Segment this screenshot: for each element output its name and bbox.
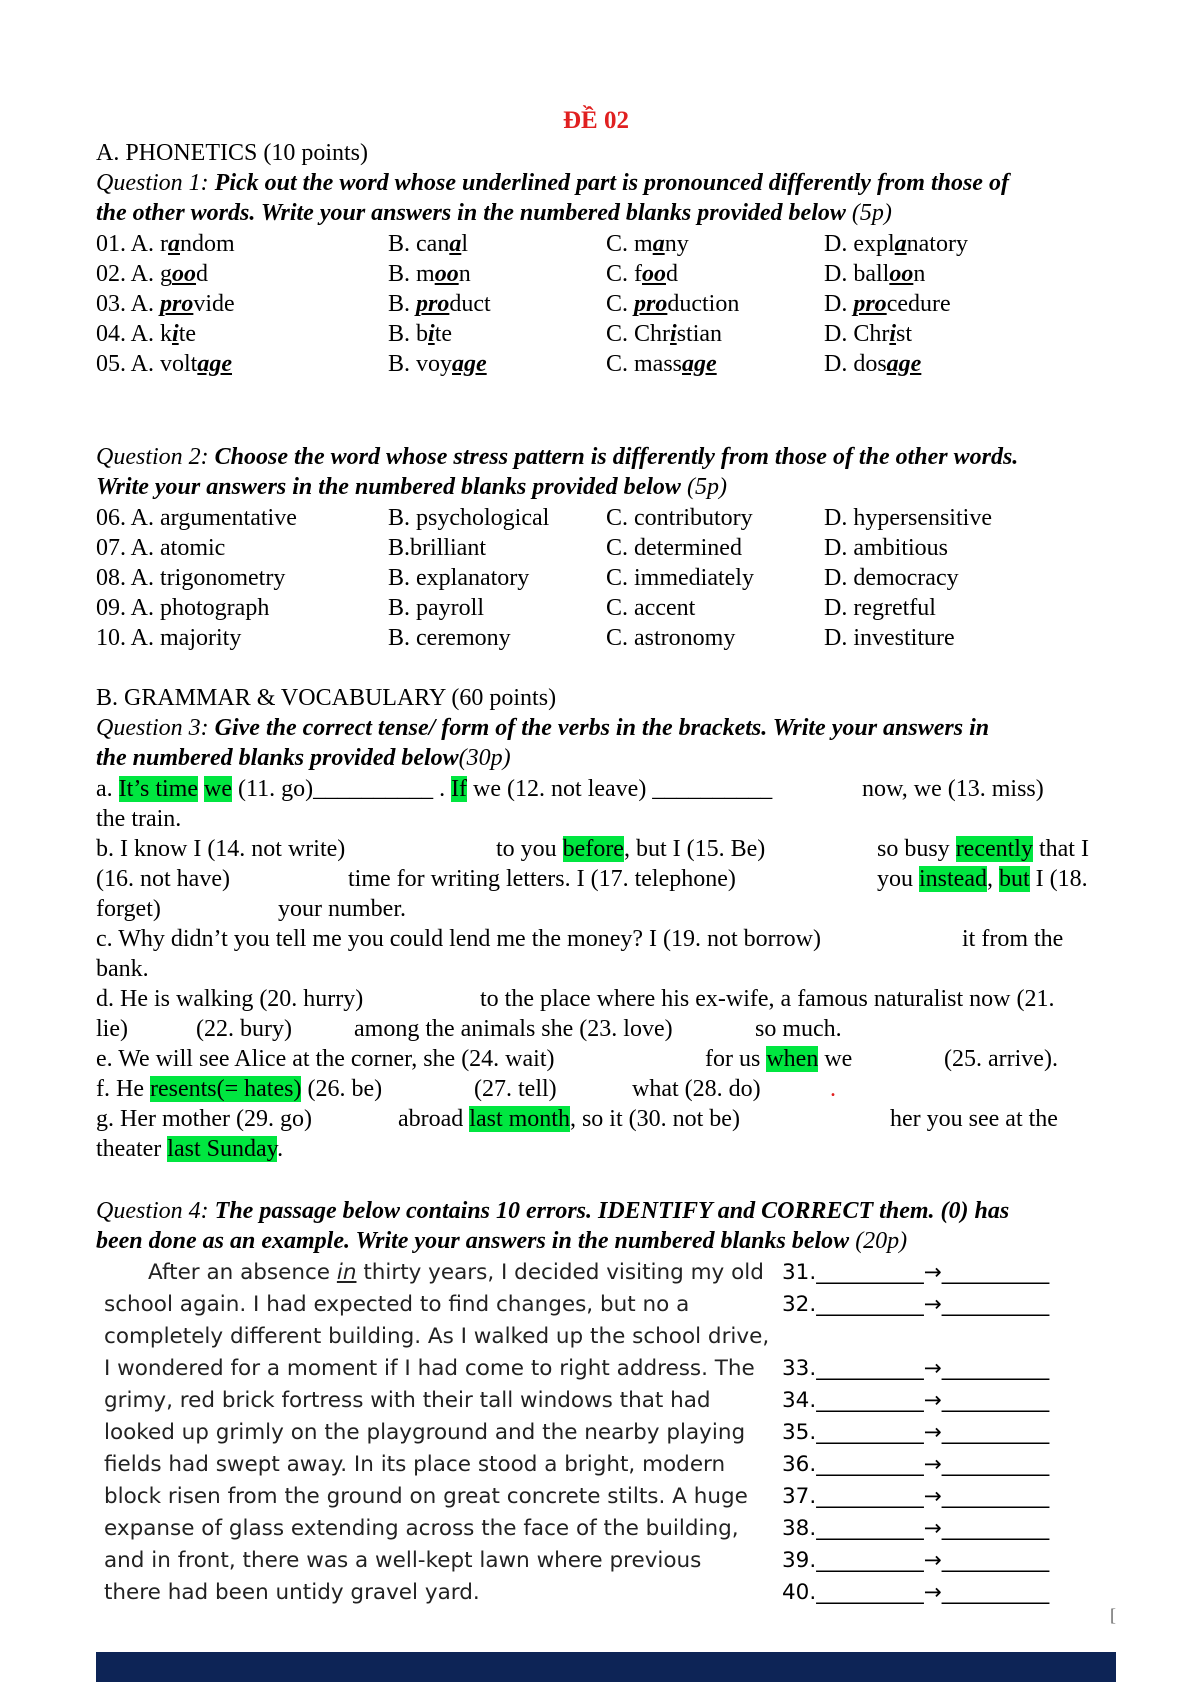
q2-option: D. investiture: [824, 625, 955, 651]
q3-b-text: to you: [496, 836, 563, 862]
q4-instruction-line1: [96, 1196, 1009, 1226]
passage-line: [104, 1385, 711, 1417]
q3-b-text: (16. not have): [96, 866, 230, 892]
q3-f-text: [96, 1074, 382, 1104]
q1-option: [388, 349, 487, 379]
option-text: D.: [824, 291, 854, 317]
q3-g-mid: [398, 1104, 740, 1134]
option-text: l: [461, 231, 468, 257]
q2-instruction-line2: [96, 472, 727, 502]
underlined-part: pro: [416, 291, 450, 317]
underlined-part: i: [172, 321, 179, 347]
option-text: D. dos: [824, 351, 887, 377]
option-text: stian: [676, 321, 723, 347]
q2-option: D. hypersensitive: [824, 505, 992, 531]
q3-b-text: you: [877, 866, 919, 892]
passage-line: [104, 1577, 660, 1609]
option-text: 03. A.: [96, 291, 161, 317]
passage-line: [104, 1353, 755, 1385]
q2-option: 09. A. photograph: [96, 595, 270, 621]
answer-blank: 35.__________→__________: [782, 1420, 1050, 1445]
option-text: d: [666, 261, 678, 287]
highlight: before: [562, 836, 624, 862]
answer-blank: 39.__________→__________: [782, 1548, 1050, 1573]
option-text: ndom: [180, 231, 235, 257]
answer-blank: 31.__________→__________: [782, 1260, 1050, 1285]
q4-instruction-line2: [96, 1226, 907, 1256]
q3-f-mark: .: [830, 1076, 836, 1102]
q1-text2: the other words. Write your answers in the numbered blanks provided below: [96, 200, 846, 226]
q3-g-text: g. Her mother (29. go): [96, 1106, 312, 1132]
option-text: C. f: [606, 261, 642, 287]
highlight: recently: [955, 836, 1033, 862]
q3-instruction-line2: [96, 743, 511, 773]
q2-option: 07. A. atomic: [96, 535, 226, 561]
q1-option: [388, 229, 468, 259]
option-text: D. expl: [824, 231, 895, 257]
answer-blank: 36.__________→__________: [782, 1452, 1050, 1477]
q4-label: Question 4:: [96, 1198, 209, 1224]
underlined-part: pro: [853, 291, 887, 317]
highlight: we: [203, 776, 232, 802]
q3-g-text: , so it (30. not be): [569, 1106, 740, 1132]
q2-option: B.brilliant: [388, 535, 486, 561]
underlined-part: pro: [634, 291, 668, 317]
option-text: B. m: [388, 261, 435, 287]
q3-b-text: I (18.: [1029, 866, 1088, 892]
answer-blank: 37.__________→__________: [782, 1484, 1050, 1509]
q3-f-text: (27. tell): [474, 1076, 557, 1102]
q2-option: 10. A. majority: [96, 625, 242, 651]
q3-item-a: [96, 774, 772, 804]
q3-a-text: a.: [96, 776, 119, 802]
q3-g-cont: [96, 1134, 283, 1164]
passage-text: looked up grimly on the playground and the nearby playing: [104, 1420, 746, 1445]
q2-instruction-line1: [96, 442, 1018, 472]
option-text: d: [196, 261, 209, 287]
q3-b-text: your number.: [278, 896, 406, 922]
underlined-part: i: [670, 321, 677, 347]
passage-line: [104, 1417, 746, 1449]
q3-f-text: (26. be): [301, 1076, 383, 1102]
q1-option: [606, 259, 678, 289]
passage-line: [104, 1321, 770, 1353]
option-text: C. m: [606, 231, 653, 257]
q1-option: [606, 229, 689, 259]
underlined-part: a: [449, 231, 462, 257]
section-b-heading: B. GRAMMAR & VOCABULARY (60 points): [96, 685, 557, 711]
underlined-part: i: [889, 321, 897, 347]
q3-text1: Give the correct tense/ form of the verbs in the brackets. Write your answers in: [214, 715, 990, 741]
q3-g-text: .: [277, 1136, 284, 1162]
option-text: D. ball: [824, 261, 890, 287]
q2-option: B. psychological: [388, 505, 550, 531]
option-text: ny: [664, 231, 689, 257]
q2-option: C. accent: [606, 595, 696, 621]
q3-e-mid: [705, 1044, 852, 1074]
q1-points: (5p): [851, 200, 892, 226]
underlined-part: oo: [889, 261, 914, 287]
q3-c-end: it from the: [962, 926, 1064, 952]
passage-line: [104, 1545, 702, 1577]
q3-d-text: (22. bury): [196, 1016, 292, 1042]
q3-d-text: d. He is walking (20. hurry): [96, 986, 364, 1012]
q1-option: [606, 319, 722, 349]
passage-text: expanse of glass extending across the face of the building,: [104, 1516, 739, 1541]
option-text: C. mass: [606, 351, 683, 377]
underlined-part: a: [652, 231, 665, 257]
q3-b-text: b. I know I (14. not write): [96, 836, 346, 862]
highlight: instead: [919, 866, 987, 892]
q4-text2: been done as an example. Write your answers in the numbered blanks below: [96, 1228, 850, 1254]
q1-option: [388, 289, 491, 319]
q3-instruction-line1: [96, 713, 989, 743]
underlined-part: oo: [434, 261, 459, 287]
answer-blank: 40.__________→__________: [782, 1580, 1050, 1605]
option-text: B. can: [388, 231, 450, 257]
q2-option: 08. A. trigonometry: [96, 565, 286, 591]
passage-line: [104, 1513, 739, 1545]
option-text: te: [178, 321, 197, 347]
option-text: 01. A. r: [96, 231, 168, 257]
q3-b-end: [877, 834, 1089, 864]
answer-blank: 34.__________→__________: [782, 1388, 1050, 1413]
q3-label: Question 3:: [96, 715, 209, 741]
answer-blank: 33.__________→__________: [782, 1356, 1050, 1381]
q3-g-text: theater: [96, 1136, 168, 1162]
q1-option: [824, 259, 925, 289]
underlined-part: a: [894, 231, 907, 257]
option-text: n: [913, 261, 926, 287]
q2-option: B. explanatory: [388, 565, 530, 591]
q3-f-text: what (28. do): [632, 1076, 761, 1102]
q3-g-text: abroad: [398, 1106, 470, 1132]
q3-c-cont: bank.: [96, 956, 149, 982]
passage-line: [104, 1449, 726, 1481]
q3-e-text: (25. arrive).: [944, 1046, 1058, 1072]
q1-option: [96, 319, 196, 349]
q1-option: [824, 289, 951, 319]
q2-option: 06. A. argumentative: [96, 505, 297, 531]
option-text: st: [896, 321, 913, 347]
passage-text: fields had swept away. In its place stood a bright, modern: [104, 1452, 726, 1477]
q3-b-text: time for writing letters. I (17. telephone): [348, 866, 736, 892]
answer-blank: 38.__________→__________: [782, 1516, 1050, 1541]
q1-option: [824, 229, 968, 259]
q3-a-end: now, we (13. miss): [862, 776, 1044, 802]
passage-text: grimy, red brick fortress with their tall windows that had: [104, 1388, 711, 1413]
passage-line: [104, 1289, 690, 1321]
q3-f-text: f. He: [96, 1076, 150, 1102]
q1-option: [96, 349, 232, 379]
passage-underlined: in: [336, 1260, 357, 1285]
q3-e-text: for us: [705, 1046, 767, 1072]
q3-c-text: c. Why didn’t you tell me you could lend me the money? I (19. not borrow): [96, 926, 821, 952]
option-text: 04. A. k: [96, 321, 173, 347]
q3-b-mid: [496, 834, 765, 864]
q3-b-text: ,: [986, 866, 999, 892]
q3-text2: the numbered blanks provided below: [96, 745, 459, 771]
q1-option: [96, 289, 235, 319]
q3-points: (30p): [458, 745, 511, 771]
option-text: B. voy: [388, 351, 453, 377]
highlight: resents(= hates): [149, 1076, 302, 1102]
option-text: n: [458, 261, 471, 287]
highlight: It’s time: [118, 776, 198, 802]
option-text: duct: [449, 291, 491, 317]
underlined-part: oo: [642, 261, 666, 287]
q2-points: (5p): [686, 474, 727, 500]
underlined-part: age: [682, 351, 717, 377]
underlined-part: age: [886, 351, 922, 377]
q1-label: Question 1:: [96, 170, 209, 196]
underlined-part: pro: [160, 291, 194, 317]
section-a-heading: A. PHONETICS (10 points): [96, 140, 369, 166]
passage-text: block risen from the ground on great concrete stilts. A huge: [104, 1484, 748, 1509]
highlight: but: [998, 866, 1030, 892]
underlined-part: a: [168, 231, 180, 257]
q1-instruction-line2: [96, 198, 892, 228]
option-text: B.: [388, 291, 417, 317]
highlight: If: [451, 776, 468, 802]
underlined-part: age: [197, 351, 232, 377]
passage-text: I wondered for a moment if I had come to right address. The: [104, 1356, 755, 1381]
q3-d-text: so much.: [755, 1016, 842, 1042]
q1-option: [824, 319, 912, 349]
q2-option: C. contributory: [606, 505, 753, 531]
page-title: ĐỀ 02: [563, 107, 629, 134]
q2-text2: Write your answers in the numbered blanks provided below: [96, 474, 681, 500]
highlight: last Sunday: [167, 1136, 278, 1162]
underlined-part: age: [452, 351, 487, 377]
q2-label: Question 2:: [96, 444, 209, 470]
q3-d-text: among the animals she (23. love): [354, 1016, 673, 1042]
margin-mark: [: [1110, 1605, 1116, 1625]
q2-option: D. ambitious: [824, 535, 948, 561]
q3-g-text: her you see at the: [890, 1106, 1058, 1132]
q3-b-text: that I: [1032, 836, 1089, 862]
q1-option: [388, 319, 452, 349]
q3-e-text: we: [818, 1046, 853, 1072]
q2-option: D. regretful: [824, 595, 936, 621]
option-text: D. Chr: [824, 321, 890, 347]
q1-option: [606, 349, 717, 379]
option-text: te: [434, 321, 453, 347]
option-text: natory: [906, 231, 968, 257]
underlined-part: oo: [172, 261, 197, 287]
q1-option: [96, 229, 235, 259]
underlined-part: i: [428, 321, 435, 347]
q3-b-end2: [877, 864, 1088, 894]
passage-text: and in front, there was a well-kept lawn where previous: [104, 1548, 702, 1573]
footer-bar: [96, 1652, 1116, 1682]
q3-a-text: (11. go)__________ .: [231, 776, 452, 802]
option-text: cedure: [886, 291, 951, 317]
q2-option: C. astronomy: [606, 625, 736, 651]
q1-instruction-line1: [96, 168, 1009, 198]
passage-text: thirty years, I decided visiting my old: [356, 1260, 764, 1285]
passage-text: After an absence: [148, 1260, 337, 1285]
passage-line: [148, 1257, 764, 1289]
q1-text1: Pick out the word whose underlined part is pronounced differently from those of: [214, 170, 1009, 196]
q3-d-text: to the place where his ex-wife, a famous naturalist now (21.: [480, 986, 1055, 1012]
q2-option: B. payroll: [388, 595, 484, 621]
q2-option: D. democracy: [824, 565, 959, 591]
q3-b-text: forget): [96, 896, 161, 922]
passage-text: school again. I had expected to find changes, but no a: [104, 1292, 690, 1317]
q4-text1: The passage below contains 10 errors. IDENTIFY and CORRECT them. (0) has: [214, 1198, 1010, 1224]
option-text: C.: [606, 291, 635, 317]
q3-b-text: , but I (15. Be): [623, 836, 766, 862]
q2-option: C. immediately: [606, 565, 754, 591]
option-text: C. Chr: [606, 321, 671, 347]
q3-a-cont: the train.: [96, 806, 182, 832]
q1-option: [388, 259, 471, 289]
option-text: vide: [193, 291, 235, 317]
q2-option: B. ceremony: [388, 625, 511, 651]
q3-d-text: lie): [96, 1016, 128, 1042]
passage-line: [104, 1481, 748, 1513]
highlight: last month: [469, 1106, 570, 1132]
passage-text: there had been untidy gravel yard.: [104, 1580, 480, 1605]
q4-points: (20p): [855, 1228, 908, 1254]
q1-option: [824, 349, 921, 379]
passage-text: completely different building. As I walked up the school drive,: [104, 1324, 770, 1349]
q2-text1: Choose the word whose stress pattern is differently from those of the other words.: [214, 444, 1019, 470]
highlight: when: [766, 1046, 819, 1072]
answer-blank: 32.__________→__________: [782, 1292, 1050, 1317]
q1-option: [606, 289, 739, 319]
q2-option: C. determined: [606, 535, 742, 561]
q3-b-text: so busy: [877, 836, 956, 862]
q3-a-text: we (12. not leave) __________: [467, 776, 773, 802]
option-text: 02. A. g: [96, 261, 173, 287]
q3-e-text: e. We will see Alice at the corner, she (24. wait): [96, 1046, 555, 1072]
option-text: duction: [667, 291, 740, 317]
option-text: 05. A. volt: [96, 351, 198, 377]
q1-option: [96, 259, 208, 289]
option-text: B. b: [388, 321, 429, 347]
